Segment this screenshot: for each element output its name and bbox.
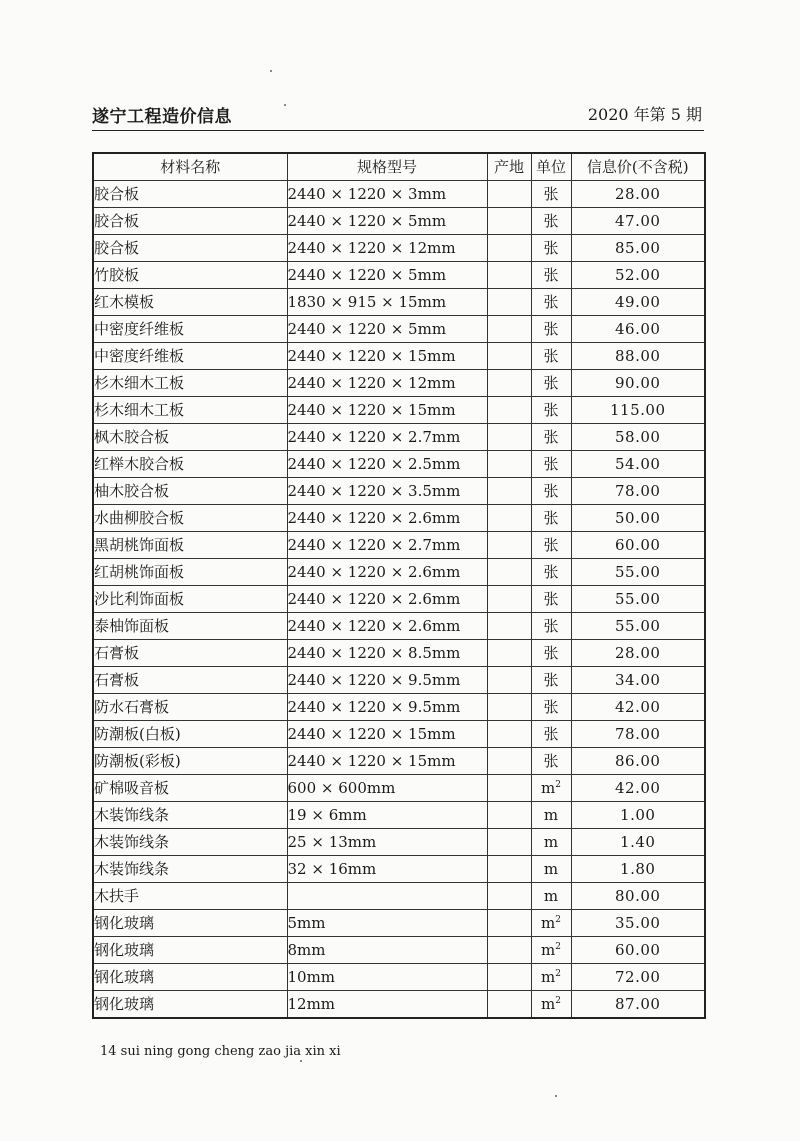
cell-spec: 2440 × 1220 × 5mm (287, 208, 487, 235)
table-body (93, 181, 705, 1019)
cell-spec: 12mm (287, 991, 487, 1019)
table-row (93, 478, 705, 505)
table-row (93, 721, 705, 748)
cell-origin (487, 991, 531, 1019)
cell-name: 钢化玻璃 (93, 991, 287, 1019)
table-row (93, 775, 705, 802)
cell-unit: 张 (531, 478, 571, 505)
cell-price: 90.00 (571, 370, 705, 397)
table-row (93, 208, 705, 235)
cell-spec: 2440 × 1220 × 8.5mm (287, 640, 487, 667)
cell-price: 42.00 (571, 775, 705, 802)
cell-spec: 2440 × 1220 × 5mm (287, 262, 487, 289)
cell-spec: 2440 × 1220 × 2.6mm (287, 505, 487, 532)
cell-spec: 2440 × 1220 × 2.6mm (287, 559, 487, 586)
table-row (93, 181, 705, 208)
cell-spec: 2440 × 1220 × 9.5mm (287, 667, 487, 694)
cell-name: 水曲柳胶合板 (93, 505, 287, 532)
cell-price: 55.00 (571, 559, 705, 586)
cell-price: 47.00 (571, 208, 705, 235)
cell-origin (487, 640, 531, 667)
cell-origin (487, 208, 531, 235)
cell-price: 87.00 (571, 991, 705, 1019)
cell-price: 42.00 (571, 694, 705, 721)
cell-origin (487, 856, 531, 883)
cell-price: 115.00 (571, 397, 705, 424)
cell-unit: m (531, 856, 571, 883)
cell-name: 木装饰线条 (93, 802, 287, 829)
cell-origin (487, 775, 531, 802)
cell-unit: 张 (531, 343, 571, 370)
cell-unit: m (531, 883, 571, 910)
cell-spec: 10mm (287, 964, 487, 991)
cell-name: 竹胶板 (93, 262, 287, 289)
cell-spec: 2440 × 1220 × 3.5mm (287, 478, 487, 505)
cell-unit: 张 (531, 505, 571, 532)
table-row (93, 748, 705, 775)
cell-origin (487, 721, 531, 748)
cell-origin (487, 586, 531, 613)
cell-name: 钢化玻璃 (93, 910, 287, 937)
cell-price: 1.40 (571, 829, 705, 856)
cell-unit: 张 (531, 289, 571, 316)
table-row (93, 667, 705, 694)
cell-name: 石膏板 (93, 667, 287, 694)
cell-origin (487, 937, 531, 964)
cell-name: 防水石膏板 (93, 694, 287, 721)
cell-price: 28.00 (571, 181, 705, 208)
cell-spec: 2440 × 1220 × 5mm (287, 316, 487, 343)
cell-price: 80.00 (571, 883, 705, 910)
cell-unit: $m^2$ (531, 964, 571, 991)
cell-spec: 2440 × 1220 × 15mm (287, 721, 487, 748)
cell-price: 88.00 (571, 343, 705, 370)
scan-speck (270, 70, 272, 72)
cell-origin (487, 748, 531, 775)
cell-price: 52.00 (571, 262, 705, 289)
cell-name: 中密度纤维板 (93, 316, 287, 343)
cell-unit: 张 (531, 694, 571, 721)
cell-spec: 19 × 6mm (287, 802, 487, 829)
cell-origin (487, 802, 531, 829)
table-row (93, 289, 705, 316)
cell-origin (487, 613, 531, 640)
cell-unit: 张 (531, 181, 571, 208)
cell-price: 85.00 (571, 235, 705, 262)
cell-spec: 2440 × 1220 × 2.6mm (287, 586, 487, 613)
cell-unit: $m^2$ (531, 937, 571, 964)
table-row (93, 316, 705, 343)
cell-origin (487, 505, 531, 532)
cell-spec: 8mm (287, 937, 487, 964)
table-row (93, 424, 705, 451)
cell-spec: 2440 × 1220 × 2.7mm (287, 424, 487, 451)
cell-price: 55.00 (571, 586, 705, 613)
table-row (93, 235, 705, 262)
cell-name: 枫木胶合板 (93, 424, 287, 451)
scan-speck (555, 1095, 557, 1097)
cell-spec: 2440 × 1220 × 2.7mm (287, 532, 487, 559)
cell-unit: m (531, 802, 571, 829)
cell-price: 72.00 (571, 964, 705, 991)
cell-origin (487, 181, 531, 208)
cell-name: 红木模板 (93, 289, 287, 316)
cell-name: 石膏板 (93, 640, 287, 667)
cell-price: 60.00 (571, 532, 705, 559)
cell-name: 木装饰线条 (93, 856, 287, 883)
cell-name: 柚木胶合板 (93, 478, 287, 505)
cell-spec: 2440 × 1220 × 12mm (287, 370, 487, 397)
cell-spec: 2440 × 1220 × 15mm (287, 397, 487, 424)
cell-name: 沙比利饰面板 (93, 586, 287, 613)
cell-spec: 2440 × 1220 × 12mm (287, 235, 487, 262)
cell-spec: 32 × 16mm (287, 856, 487, 883)
table-row (93, 802, 705, 829)
cell-unit: $m^2$ (531, 991, 571, 1019)
cell-unit: 张 (531, 262, 571, 289)
table-row (93, 559, 705, 586)
cell-origin (487, 667, 531, 694)
cell-origin (487, 424, 531, 451)
cell-spec: 2440 × 1220 × 2.6mm (287, 613, 487, 640)
cell-unit: $m^2$ (531, 910, 571, 937)
cell-spec: 600 × 600mm (287, 775, 487, 802)
cell-unit: 张 (531, 451, 571, 478)
col-header-spec: 规格型号 (287, 153, 487, 181)
cell-unit: 张 (531, 613, 571, 640)
cell-name: 钢化玻璃 (93, 937, 287, 964)
cell-name: 杉木细木工板 (93, 397, 287, 424)
cell-origin (487, 316, 531, 343)
publication-title: 遂宁工程造价信息 (92, 107, 232, 127)
table-row (93, 532, 705, 559)
cell-price: 78.00 (571, 478, 705, 505)
cell-price: 46.00 (571, 316, 705, 343)
col-header-name: 材料名称 (93, 153, 287, 181)
cell-spec: 5mm (287, 910, 487, 937)
cell-spec: 2440 × 1220 × 3mm (287, 181, 487, 208)
cell-unit: 张 (531, 208, 571, 235)
cell-unit: 张 (531, 370, 571, 397)
cell-unit: 张 (531, 316, 571, 343)
cell-spec: 2440 × 1220 × 15mm (287, 748, 487, 775)
table-row (93, 856, 705, 883)
page-header (92, 98, 702, 128)
cell-price: 1.80 (571, 856, 705, 883)
table-row (93, 964, 705, 991)
cell-spec: 1830 × 915 × 15mm (287, 289, 487, 316)
cell-price: 50.00 (571, 505, 705, 532)
col-header-origin: 产地 (487, 153, 531, 181)
cell-origin (487, 289, 531, 316)
cell-origin (487, 451, 531, 478)
table-row (93, 613, 705, 640)
table-row (93, 910, 705, 937)
cell-name: 钢化玻璃 (93, 964, 287, 991)
cell-spec: 2440 × 1220 × 9.5mm (287, 694, 487, 721)
cell-spec (287, 883, 487, 910)
table-row (93, 586, 705, 613)
cell-price: 78.00 (571, 721, 705, 748)
cell-unit: 张 (531, 424, 571, 451)
table-row (93, 991, 705, 1019)
issue-number: 2020 年第 5 期 (587, 105, 702, 124)
cell-name: 杉木细木工板 (93, 370, 287, 397)
cell-name: 防潮板(白板) (93, 721, 287, 748)
cell-origin (487, 262, 531, 289)
cell-name: 木装饰线条 (93, 829, 287, 856)
cell-unit: 张 (531, 235, 571, 262)
cell-origin (487, 883, 531, 910)
table-row (93, 370, 705, 397)
cell-name: 矿棉吸音板 (93, 775, 287, 802)
cell-unit: m (531, 829, 571, 856)
cell-price: 55.00 (571, 613, 705, 640)
cell-name: 胶合板 (93, 235, 287, 262)
col-header-unit: 单位 (531, 153, 571, 181)
table-row (93, 883, 705, 910)
cell-unit: 张 (531, 586, 571, 613)
cell-price: 60.00 (571, 937, 705, 964)
cell-unit: 张 (531, 397, 571, 424)
cell-origin (487, 370, 531, 397)
col-header-price: 信息价(不含税) (571, 153, 705, 181)
cell-origin (487, 478, 531, 505)
cell-spec: 2440 × 1220 × 2.5mm (287, 451, 487, 478)
cell-price: 58.00 (571, 424, 705, 451)
cell-unit: 张 (531, 748, 571, 775)
cell-name: 红榉木胶合板 (93, 451, 287, 478)
table-row (93, 937, 705, 964)
cell-origin (487, 343, 531, 370)
cell-origin (487, 910, 531, 937)
scan-speck (300, 1060, 302, 1062)
cell-name: 胶合板 (93, 208, 287, 235)
cell-unit: 张 (531, 532, 571, 559)
cell-price: 34.00 (571, 667, 705, 694)
cell-unit: 张 (531, 559, 571, 586)
cell-price: 35.00 (571, 910, 705, 937)
cell-unit: 张 (531, 667, 571, 694)
cell-unit: 张 (531, 721, 571, 748)
table-row (93, 505, 705, 532)
cell-origin (487, 829, 531, 856)
header-rule (92, 130, 704, 131)
cell-name: 中密度纤维板 (93, 343, 287, 370)
cell-unit: $m^2$ (531, 775, 571, 802)
cell-name: 黑胡桃饰面板 (93, 532, 287, 559)
cell-origin (487, 964, 531, 991)
cell-name: 木扶手 (93, 883, 287, 910)
table-row (93, 397, 705, 424)
cell-name: 防潮板(彩板) (93, 748, 287, 775)
cell-spec: 2440 × 1220 × 15mm (287, 343, 487, 370)
cell-origin (487, 532, 531, 559)
cell-price: 28.00 (571, 640, 705, 667)
cell-name: 胶合板 (93, 181, 287, 208)
cell-name: 红胡桃饰面板 (93, 559, 287, 586)
scan-speck (284, 104, 286, 106)
cell-unit: 张 (531, 640, 571, 667)
cell-price: 86.00 (571, 748, 705, 775)
table-row (93, 694, 705, 721)
table-row (93, 262, 705, 289)
table-row (93, 640, 705, 667)
price-table (92, 152, 706, 1019)
cell-price: 49.00 (571, 289, 705, 316)
cell-origin (487, 235, 531, 262)
cell-price: 1.00 (571, 802, 705, 829)
table-header-row (93, 153, 705, 181)
cell-origin (487, 559, 531, 586)
table-row (93, 829, 705, 856)
table-row (93, 451, 705, 478)
table-row (93, 343, 705, 370)
cell-origin (487, 694, 531, 721)
cell-spec: 25 × 13mm (287, 829, 487, 856)
cell-price: 54.00 (571, 451, 705, 478)
page-footer: 14 sui ning gong cheng zao jia xin xi (100, 1044, 341, 1059)
cell-origin (487, 397, 531, 424)
cell-name: 泰柚饰面板 (93, 613, 287, 640)
